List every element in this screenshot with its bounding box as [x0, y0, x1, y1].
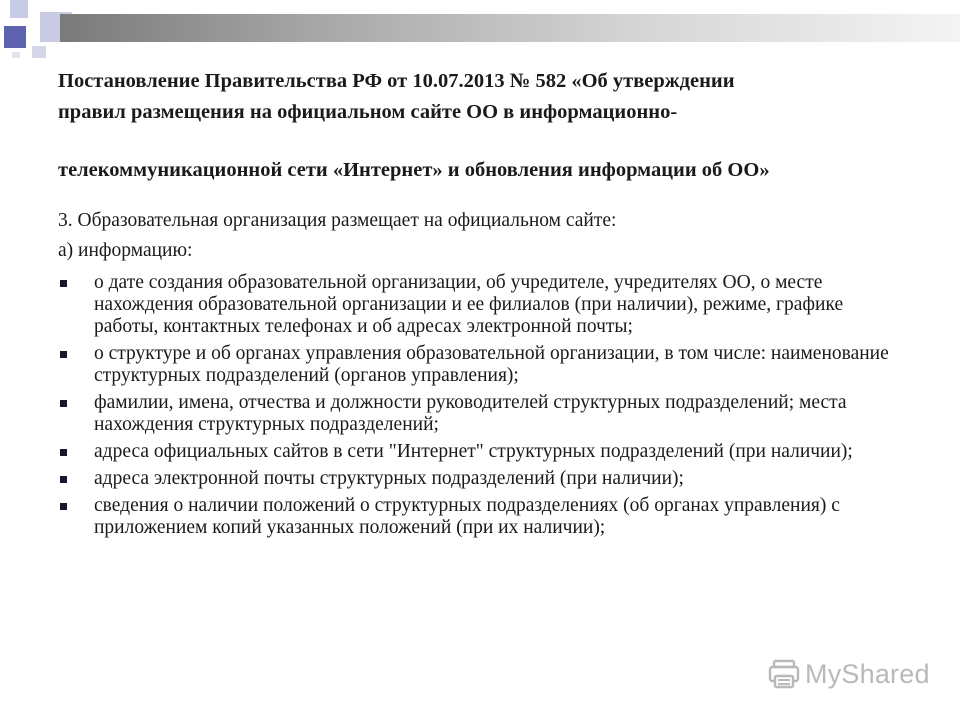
- slide-title: [58, 66, 908, 186]
- intro-paragraph: 3. Образовательная организация размещает на официальном сайте:: [58, 210, 617, 231]
- mypresentation-logo-icon: [768, 658, 800, 690]
- list-item-text: о дате создания образовательной организации, об учредителе, учредителях ОО, о месте нахождения образовательной организации и ее филиалов (при наличии), режиме, графике работы, контактных телефонах и об адресах электронной почты;: [94, 272, 844, 337]
- list-item: [58, 343, 908, 387]
- list-item: [58, 468, 908, 490]
- decor-square-light: [10, 0, 28, 18]
- list-item: [58, 441, 908, 463]
- decor-square-pale: [32, 46, 46, 58]
- title-line-2: правил размещения на официальном сайте ОО в информационно-: [58, 101, 678, 123]
- list-item-text: сведения о наличии положений о структурных подразделениях (об органах управления) с приложением копий указанных положений (при их наличии);: [94, 495, 840, 538]
- list-item: [58, 272, 908, 338]
- square-bullet-icon: [60, 400, 67, 407]
- list-item-text: о структуре и об органах управления образовательной организации, в том числе: наименование структурных подразделений (органов управления);: [94, 343, 889, 386]
- list-item-text: адреса официальных сайтов в сети "Интернет" структурных подразделений (при наличии);: [94, 441, 853, 462]
- watermark: [768, 656, 930, 692]
- list-item: [58, 392, 908, 436]
- watermark-text: MyShared: [805, 658, 930, 689]
- square-bullet-icon: [60, 280, 67, 287]
- title-line-3: телекоммуникационной сети «Интернет» и обновления информации об ОО»: [58, 159, 770, 181]
- square-bullet-icon: [60, 476, 67, 483]
- title-line-1: Постановление Правительства РФ от 10.07.2013 № 582 «Об утверждении: [58, 70, 735, 92]
- list-item-text: адреса электронной почты структурных подразделений (при наличии);: [94, 468, 684, 489]
- list-item: [58, 495, 908, 539]
- square-bullet-icon: [60, 449, 67, 456]
- subheading: а) информацию:: [58, 240, 193, 261]
- decor-square-dark: [4, 26, 26, 48]
- square-bullet-icon: [60, 503, 67, 510]
- square-bullet-icon: [60, 351, 67, 358]
- header-gradient-bar: [60, 14, 960, 42]
- list-item-text: фамилии, имена, отчества и должности руководителей структурных подразделений; места нахождения структурных подразделений;: [94, 392, 847, 435]
- decor-square-pale: [12, 52, 20, 58]
- bullet-list: [58, 272, 908, 539]
- slide-body: [58, 208, 908, 544]
